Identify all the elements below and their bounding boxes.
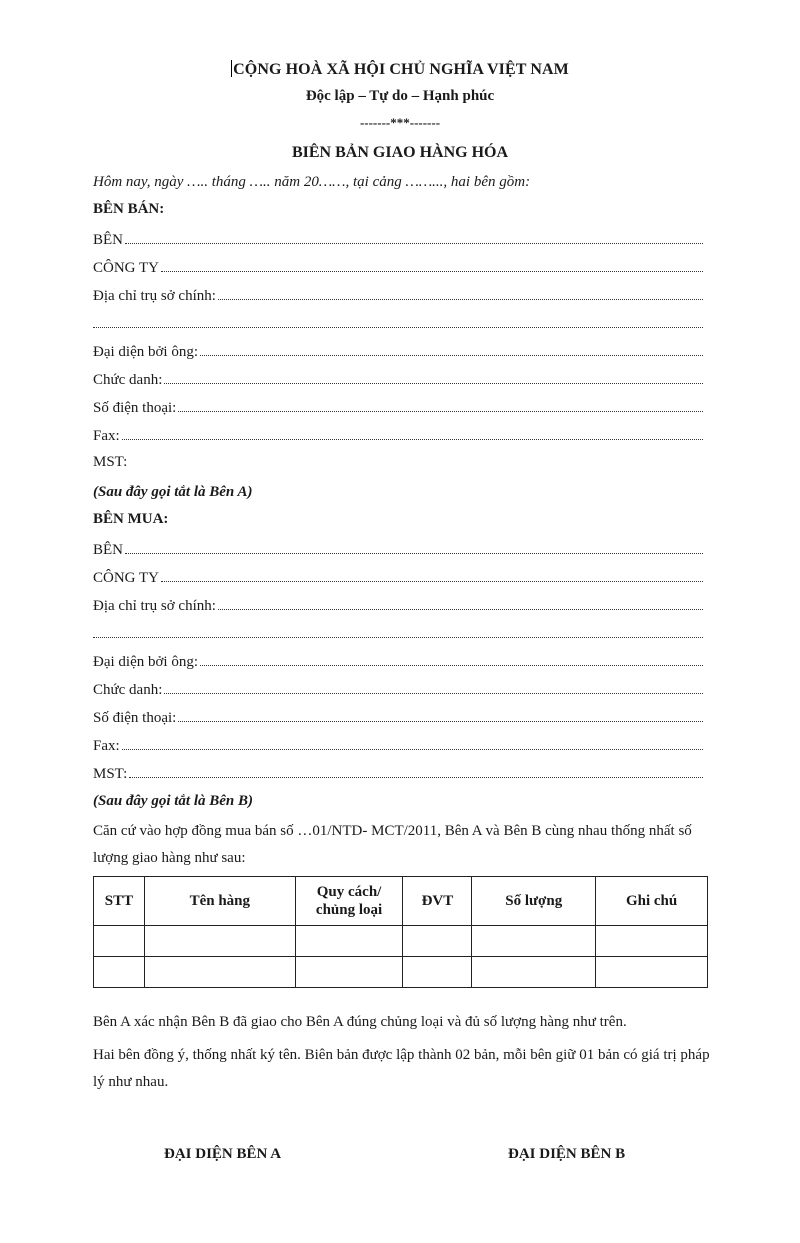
fill-in-line[interactable] xyxy=(161,257,703,272)
spec-header-line-1: Quy cách/ xyxy=(316,884,382,900)
title-ornament: -------***------- xyxy=(359,115,441,130)
fill-in-line[interactable] xyxy=(122,425,703,440)
fill-in-line[interactable] xyxy=(218,285,703,300)
field-label: Số điện thoại: xyxy=(93,710,177,726)
buyer-phone-field[interactable] xyxy=(93,707,703,727)
intro-line: Hôm nay, ngày ….. tháng ….. năm 20……, tại cảng ……..., hai bên gồm: xyxy=(93,174,531,190)
column-header-unit: ĐVT xyxy=(403,877,472,926)
seller-alias-note: (Sau đây gọi tắt là Bên A) xyxy=(93,484,253,500)
buyer-address-continuation-field[interactable] xyxy=(93,623,703,643)
field-label: Chức danh: xyxy=(93,372,163,388)
column-header-note: Ghi chú xyxy=(596,877,708,926)
field-label: Địa chỉ trụ sở chính: xyxy=(93,598,216,614)
contract-basis-paragraph: Căn cứ vào hợp đồng mua bán số …01/NTD- MCT/2011, Bên A và Bên B cùng nhau thống nhất số lượng giao hàng như sau: xyxy=(93,823,692,866)
seller-company-field[interactable] xyxy=(93,257,703,277)
table-cell[interactable] xyxy=(596,926,708,957)
table-cell[interactable] xyxy=(403,957,472,988)
table-cell[interactable] xyxy=(94,926,145,957)
fill-in-line[interactable] xyxy=(218,595,703,610)
field-label: BÊN xyxy=(93,542,123,558)
goods-table xyxy=(93,876,708,988)
buyer-heading: BÊN MUA: xyxy=(93,511,169,527)
spec-header-line-2: chủng loại xyxy=(315,902,383,918)
fill-in-line[interactable] xyxy=(125,229,703,244)
signature-party-a: ĐẠI DIỆN BÊN A xyxy=(164,1146,282,1162)
field-label: Địa chỉ trụ sở chính: xyxy=(93,288,216,304)
buyer-alias-note: (Sau đây gọi tắt là Bên B) xyxy=(93,793,254,809)
table-cell[interactable] xyxy=(472,926,596,957)
field-label: Đại diện bởi ông: xyxy=(93,344,198,360)
field-label: BÊN xyxy=(93,232,123,248)
fill-in-line[interactable] xyxy=(122,735,703,750)
buyer-representative-field[interactable] xyxy=(93,651,703,671)
fill-in-line[interactable] xyxy=(200,651,703,666)
table-cell[interactable] xyxy=(295,957,403,988)
fill-in-line[interactable] xyxy=(93,313,703,328)
fill-in-line[interactable] xyxy=(164,679,703,694)
field-label: Fax: xyxy=(93,738,120,754)
fill-in-line[interactable] xyxy=(164,369,703,384)
seller-phone-field[interactable] xyxy=(93,397,703,417)
buyer-party-field[interactable] xyxy=(93,539,703,559)
buyer-address-field[interactable] xyxy=(93,595,703,615)
table-cell[interactable] xyxy=(403,926,472,957)
buyer-position-field[interactable] xyxy=(93,679,703,699)
field-label: MST: xyxy=(93,766,128,782)
confirmation-paragraph: Bên A xác nhận Bên B đã giao cho Bên A đúng chủng loại và đủ số lượng hàng như trên. xyxy=(93,1014,627,1030)
column-header-stt: STT xyxy=(94,877,145,926)
national-motto: Độc lập – Tự do – Hạnh phúc xyxy=(305,88,495,104)
seller-tax-code-label: MST: xyxy=(93,454,128,470)
fill-in-line[interactable] xyxy=(161,567,703,582)
table-cell[interactable] xyxy=(472,957,596,988)
buyer-company-field[interactable] xyxy=(93,567,703,587)
seller-party-field[interactable] xyxy=(93,229,703,249)
buyer-tax-code-field[interactable] xyxy=(93,763,703,783)
fill-in-line[interactable] xyxy=(125,539,703,554)
document-title: BIÊN BẢN GIAO HÀNG HÓA xyxy=(291,144,509,161)
field-label: Fax: xyxy=(93,428,120,444)
table-row xyxy=(94,926,708,957)
seller-position-field[interactable] xyxy=(93,369,703,389)
seller-fax-field[interactable] xyxy=(93,425,703,445)
table-cell[interactable] xyxy=(94,957,145,988)
table-header-row xyxy=(94,877,708,926)
field-label: Chức danh: xyxy=(93,682,163,698)
fill-in-line[interactable] xyxy=(178,707,703,722)
field-label: CÔNG TY xyxy=(93,260,159,276)
agreement-paragraph: Hai bên đồng ý, thống nhất ký tên. Biên bản được lập thành 02 bản, mỗi bên giữ 01 bản có giá trị pháp lý như nhau. xyxy=(93,1047,710,1090)
table-row xyxy=(94,957,708,988)
seller-address-field[interactable] xyxy=(93,285,703,305)
national-title xyxy=(0,60,800,79)
table-cell[interactable] xyxy=(144,957,295,988)
table-cell[interactable] xyxy=(144,926,295,957)
table-cell[interactable] xyxy=(596,957,708,988)
national-title-text: CỘNG HOÀ XÃ HỘI CHỦ NGHĨA VIỆT NAM xyxy=(233,61,569,78)
buyer-fax-field[interactable] xyxy=(93,735,703,755)
fill-in-line[interactable] xyxy=(178,397,703,412)
field-label: Số điện thoại: xyxy=(93,400,177,416)
column-header-specification xyxy=(295,877,403,926)
column-header-goods-name: Tên hàng xyxy=(144,877,295,926)
column-header-quantity: Số lượng xyxy=(472,877,596,926)
fill-in-line[interactable] xyxy=(129,763,703,778)
signature-party-b: ĐẠI DIỆN BÊN B xyxy=(508,1146,626,1162)
field-label: Đại diện bởi ông: xyxy=(93,654,198,670)
fill-in-line[interactable] xyxy=(93,623,703,638)
seller-heading: BÊN BÁN: xyxy=(93,201,165,217)
fill-in-line[interactable] xyxy=(200,341,703,356)
field-label: CÔNG TY xyxy=(93,570,159,586)
table-cell[interactable] xyxy=(295,926,403,957)
seller-address-continuation-field[interactable] xyxy=(93,313,703,333)
seller-representative-field[interactable] xyxy=(93,341,703,361)
text-cursor xyxy=(231,60,232,77)
